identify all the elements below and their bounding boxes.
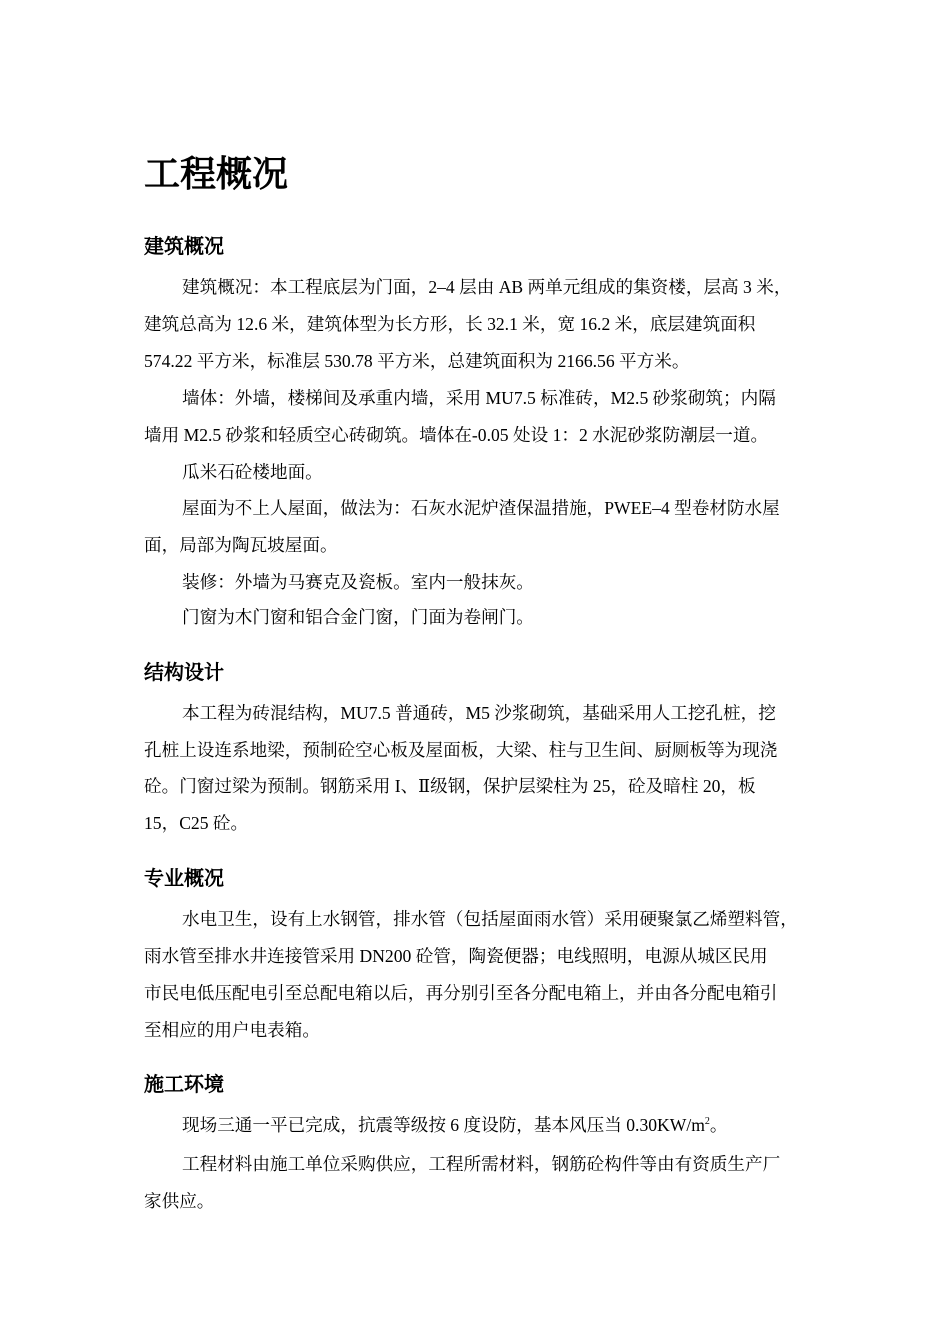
paragraph-line: 建筑概况：本工程底层为门面，2–4 层由 AB 两单元组成的集资楼，层高 3 米，	[182, 277, 792, 297]
paragraph-line: 市民电低压配电引至总配电箱以后，再分别引至各分配电箱上，并由各分配电箱引	[144, 983, 778, 1003]
paragraph-line: 面，局部为陶瓦坡屋面。	[144, 535, 338, 555]
section-heading-structure: 结构设计	[144, 660, 224, 684]
paragraph-line: 屋面为不上人屋面，做法为：石灰水泥炉渣保温措施，PWEE–4 型卷材防水屋	[182, 498, 780, 518]
paragraph-line: 15，C25 砼。	[144, 813, 249, 833]
document-title: 工程概况	[144, 154, 289, 195]
paragraph-line: 雨水管至排水井连接管采用 DN200 砼管，陶瓷便器；电线照明，电源从城区民用	[144, 946, 768, 966]
section-heading-architecture: 建筑概况	[144, 234, 224, 258]
paragraph-line: 574.22 平方米，标准层 530.78 平方米，总建筑面积为 2166.56 平方米。	[144, 351, 690, 371]
paragraph-line: 墙体：外墙，楼梯间及承重内墙，采用 MU7.5 标准砖，M2.5 砂浆砌筑；内隔	[182, 388, 776, 408]
paragraph-line: 建筑总高为 12.6 米，建筑体型为长方形，长 32.1 米，宽 16.2 米，底层建筑面积	[144, 314, 756, 334]
superscript-exponent: 2	[704, 1116, 710, 1127]
paragraph-line: 瓜米石砼楼地面。	[182, 462, 323, 482]
paragraph-line	[182, 1112, 728, 1138]
paragraph-line: 水电卫生，设有上水钢管，排水管（包括屋面雨水管）采用硬聚氯乙烯塑料管，	[182, 909, 798, 929]
paragraph-line: 本工程为砖混结构，MU7.5 普通砖，M5 沙浆砌筑，基础采用人工挖孔桩，挖	[182, 703, 776, 723]
sentence-end: 。	[709, 1115, 728, 1135]
paragraph-line: 门窗为木门窗和铝合金门窗，门面为卷闸门。	[182, 607, 534, 627]
paragraph-line: 装修：外墙为马赛克及瓷板。室内一般抹灰。	[182, 572, 534, 592]
paragraph-line: 家供应。	[144, 1191, 215, 1211]
paragraph-line: 砼。门窗过梁为预制。钢筋采用 I、Ⅱ级钢，保护层梁柱为 25，砼及暗柱 20，板	[144, 776, 756, 796]
section-heading-specialty: 专业概况	[144, 866, 224, 890]
paragraph-line: 墙用 M2.5 砂浆和轻质空心砖砌筑。墙体在-0.05 处设 1：2 水泥砂浆防潮层一道。	[144, 425, 769, 445]
wind-pressure-text: 现场三通一平已完成，抗震等级按 6 度设防，基本风压当 0.30KW/m	[182, 1115, 705, 1135]
paragraph-line: 工程材料由施工单位采购供应，工程所需材料，钢筋砼构件等由有资质生产厂	[182, 1154, 781, 1174]
paragraph-line: 至相应的用户电表箱。	[144, 1020, 320, 1040]
section-heading-environment: 施工环境	[144, 1072, 224, 1096]
paragraph-line: 孔桩上设连系地梁，预制砼空心板及屋面板，大梁、柱与卫生间、厨厕板等为现浇	[144, 740, 778, 760]
